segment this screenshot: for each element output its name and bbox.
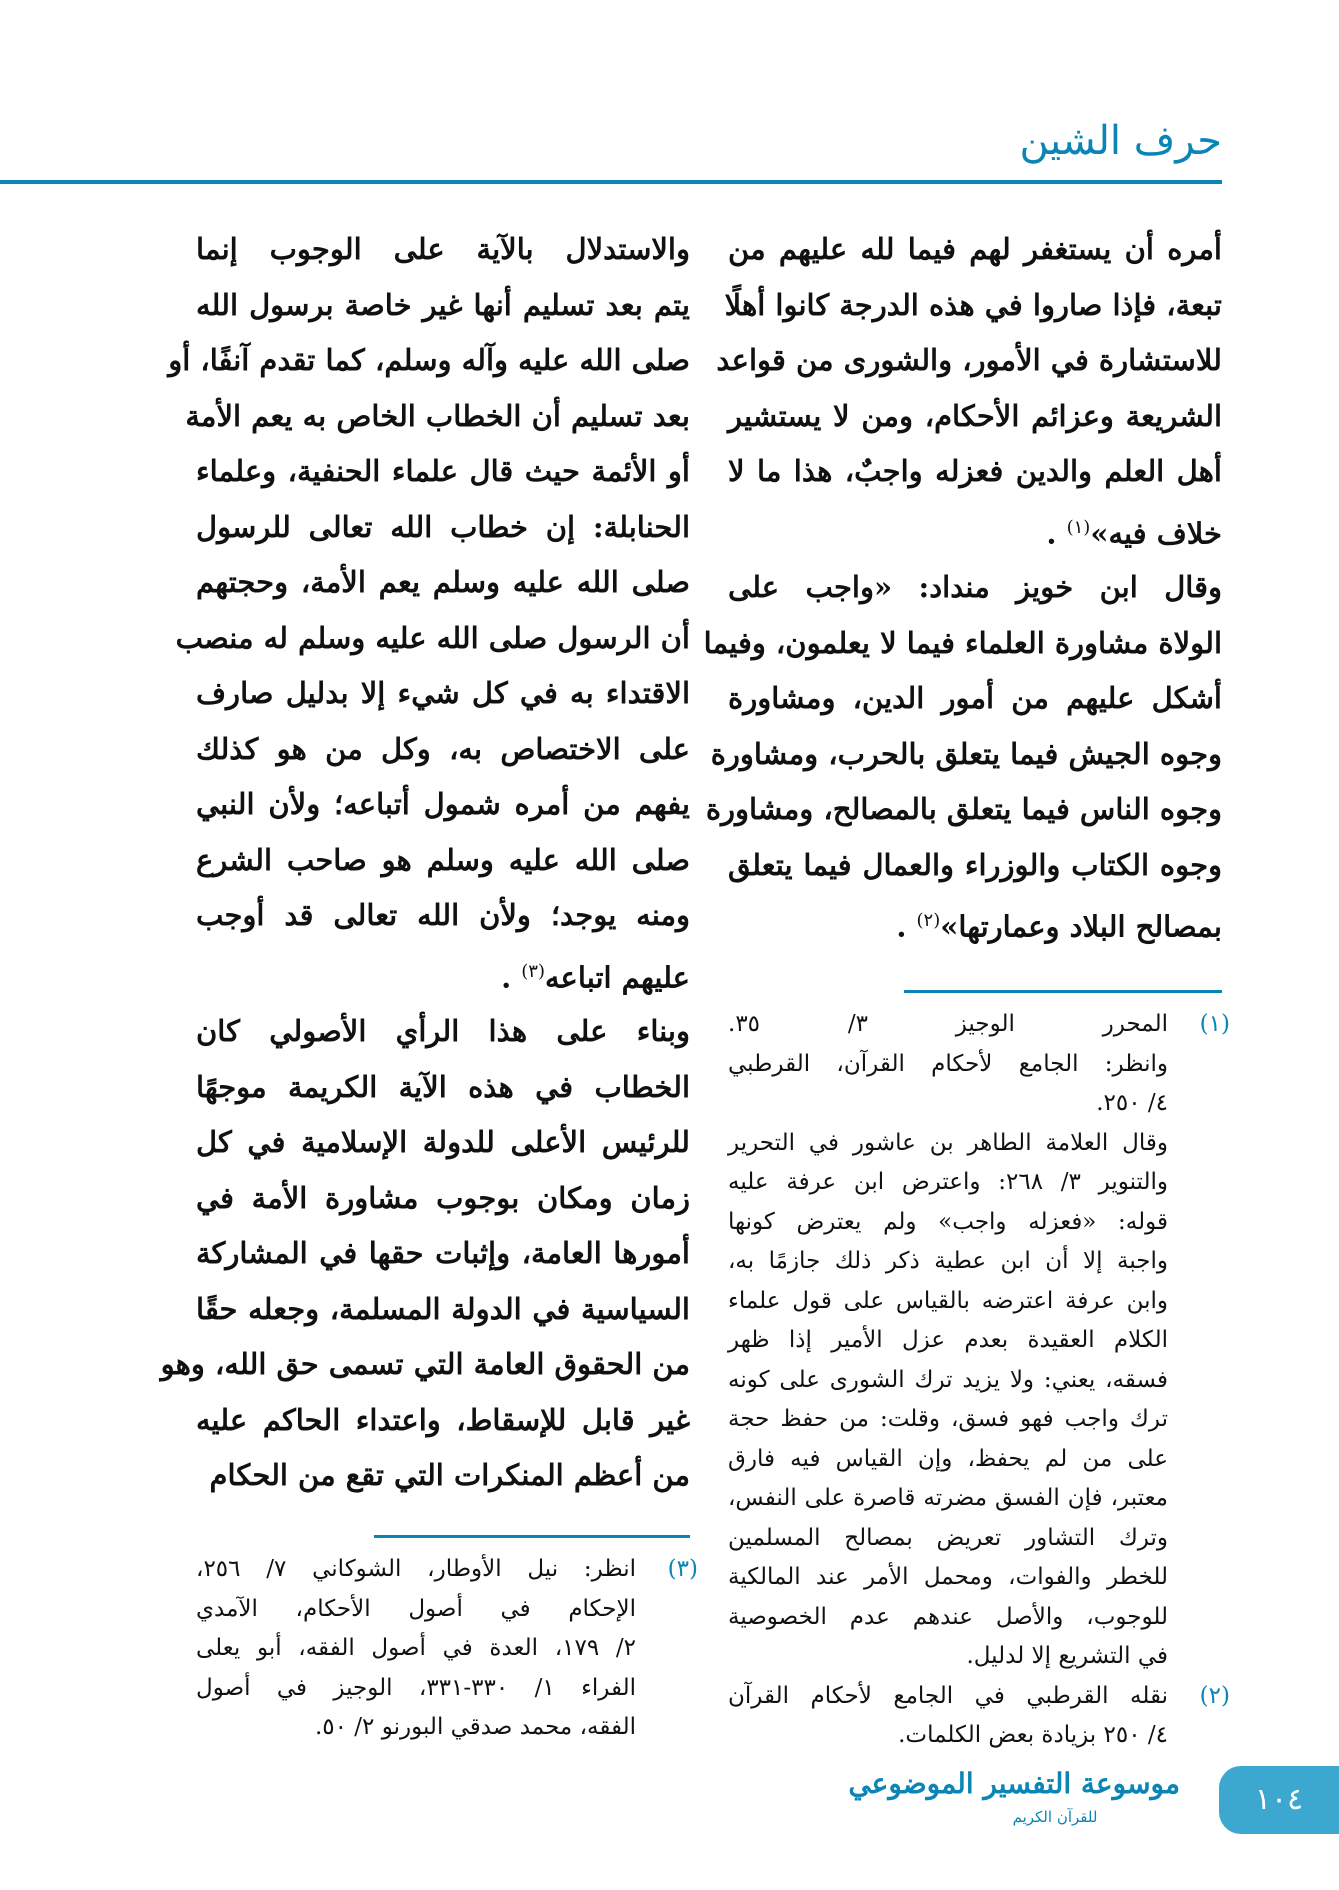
line-text: يفهم من أمره شمول أتباعه؛ ولأن النبي (196, 787, 690, 821)
footnote-line: وابن عرفة اعترضه بالقياس على قول علماء (728, 1287, 1168, 1314)
text-line (196, 444, 690, 500)
line-text: أمورها العامة، وإثبات حقها في المشاركة (196, 1236, 690, 1270)
text-line (716, 333, 1222, 389)
line-text: الاقتداء به في كل شيء إلا بدليل صارف (196, 676, 690, 710)
text-line (196, 666, 690, 722)
text-line (728, 838, 1222, 894)
line-text: يتم بعد تسليم أنها غير خاصة برسول الله (196, 287, 690, 322)
line-text: أهل العلم والدين فعزله واجبٌ، هذا ما لا (728, 454, 1222, 488)
line-text: بعد تسليم أن الخطاب الخاص به يعم الأمة (185, 398, 690, 433)
page-number: ١٠٤ (1219, 1766, 1339, 1834)
footnote-divider (904, 990, 1222, 993)
text-line (196, 1448, 690, 1504)
line-text: خلاف فيه» (1090, 516, 1222, 551)
text-line (196, 500, 690, 556)
encyclopedia-logo (848, 1762, 1180, 1842)
text-line: بمصالح البلاد وعمارتها»$^{(٢)}$ . (896, 909, 1222, 944)
line-text: أشكل عليهم من أمور الدين، ومشاورة (728, 681, 1222, 715)
footnote-line: انظر: نيل الأوطار، الشوكاني ٧/ ٢٥٦، (196, 1556, 636, 1582)
line-text: على الاختصاص به، وكل من هو كذلك (196, 731, 690, 766)
footnote-3 (196, 1550, 698, 1748)
text-line (196, 278, 690, 334)
text-line (196, 222, 690, 278)
footnote-line: قوله: «فعزله واجب» ولم يعترض كونها (728, 1208, 1168, 1235)
footnote-line: للوجوب، والأصل عندهم عدم الخصوصية (728, 1603, 1168, 1630)
text-line (728, 389, 1222, 445)
footnote-reference[interactable]: (٣) (521, 960, 545, 982)
line-text: عليهم اتباعه (545, 960, 690, 995)
footnote-line: ٤/ ٢٥٠ بزيادة بعض الكلمات. (898, 1722, 1168, 1748)
text-line (196, 1282, 690, 1338)
line-text: صلى الله عليه وسلم يعم الأمة، وحجتهم (196, 565, 690, 599)
footnote-line: الفقه، محمد صدقي البورنو ٢/ ٥٠. (314, 1714, 636, 1740)
footnote-line: المحرر الوجيز ٣/ ٣٥. (728, 1011, 1168, 1037)
footnote-line: ٢/ ١٧٩، العدة في أصول الفقه، أبو يعلى (196, 1635, 637, 1661)
footnote-line: للخطر والفوات، ومحمل الأمر عند المالكية (728, 1564, 1168, 1590)
footnote-number: (١) (1199, 1011, 1230, 1037)
footnote-2 (728, 1677, 1230, 1756)
line-text: وجوه الجيش فيما يتعلق بالحرب، ومشاورة (710, 736, 1222, 771)
text-line: خلاف فيه»$^{(١)}$ . (1046, 516, 1222, 551)
text-line (196, 888, 690, 944)
line-text: للرئيس الأعلى للدولة الإسلامية في كل (196, 1125, 690, 1159)
text-line (710, 727, 1222, 783)
footnote-1 (728, 1005, 1230, 1677)
text-line (168, 333, 690, 389)
logo-title: موسوعة التفسير الموضوعي (848, 1767, 1180, 1800)
footnote-line: وترك التشاور تعريض بمصالح المسلمين (728, 1524, 1168, 1551)
footnote-number: (٣) (667, 1556, 698, 1582)
line-text: صلى الله عليه وآله وسلم، كما تقدم آنفًا، أو (168, 343, 690, 377)
line-text: زمان ومكان بوجوب مشاورة الأمة في (196, 1180, 690, 1215)
line-text: الخطاب في هذه الآية الكريمة موجهًا (196, 1069, 690, 1104)
footnote-line: ترك واجب فهو فسق، وقلت: من حفظ حجة (728, 1406, 1168, 1432)
text-line (196, 1393, 690, 1449)
text-line (728, 222, 1222, 278)
footnote-line: فسقه، يعني: ولا يزيد ترك الشورى على كونه (728, 1366, 1168, 1393)
text-line (196, 1115, 690, 1171)
footnote-line: والتنوير ٣/ ٢٦٨: واعترض ابن عرفة عليه (728, 1169, 1168, 1195)
line-text: وبناء على هذا الرأي الأصولي كان (196, 1014, 690, 1048)
line-text: الشريعة وعزائم الأحكام، ومن لا يستشير (728, 398, 1222, 433)
footnote-divider-left (374, 1535, 690, 1538)
line-text: السياسية في الدولة المسلمة، وجعله حقًا (196, 1291, 690, 1326)
line-text: وجوه الكتاب والوزراء والعمال فيما يتعلق (728, 847, 1222, 882)
footnote-line: في التشريع إلا لدليل. (966, 1643, 1168, 1669)
footnote-number: (٢) (1199, 1682, 1230, 1709)
chapter-title: حرف الشين (1019, 118, 1222, 164)
line-text: والاستدلال بالآية على الوجوب إنما (196, 232, 690, 266)
text-line (175, 611, 690, 667)
line-text: صلى الله عليه وسلم هو صاحب الشرع (196, 842, 690, 877)
line-text: غير قابل للإسقاط، واعتداء الحاكم عليه (196, 1402, 690, 1437)
text-line (728, 671, 1222, 727)
footnote-line: واجبة إلا أن ابن عطية ذكر ذلك جازمًا به، (728, 1248, 1168, 1274)
footnote-line: وانظر: الجامع لأحكام القرآن، القرطبي (728, 1050, 1168, 1077)
text-line (196, 833, 690, 889)
footnote-line: معتبر، فإن الفسق مضرته قاصرة على النفس، (728, 1485, 1168, 1511)
footnotes-left (196, 1550, 698, 1748)
footnote-reference[interactable]: (١) (1066, 516, 1091, 538)
footnote-line: على من لم يحفظ، وإن القياس فيه فارق (728, 1445, 1168, 1472)
text-line (185, 389, 690, 445)
text-line (196, 1060, 690, 1116)
text-line (728, 560, 1222, 616)
header-divider (0, 180, 1222, 184)
text-line (703, 616, 1222, 672)
text-line (728, 444, 1222, 500)
line-text: أو الأئمة حيث قال علماء الحنفية، وعلماء (196, 454, 690, 488)
text-line (196, 1004, 690, 1060)
text-line (705, 782, 1222, 838)
line-text: ومنه يوجد؛ ولأن الله تعالى قد أوجب (196, 898, 690, 932)
footnote-line: الفراء ١/ ٣٣٠-٣٣١، الوجيز في أصول (196, 1674, 637, 1701)
line-text: أن الرسول صلى الله عليه وسلم له منصب (175, 620, 690, 655)
logo-subtitle: للقرآن الكريم (1012, 1808, 1098, 1826)
text-line (160, 1337, 690, 1393)
text-line: عليهم اتباعه$^{(٣)}$ . (501, 960, 690, 995)
footnote-line: ٤/ ٢٥٠. (1096, 1090, 1168, 1116)
line-text: وجوه الناس فيما يتعلق بالمصالح، ومشاورة (705, 792, 1222, 826)
footnotes-right (728, 1005, 1230, 1756)
footnote-line: نقله القرطبي في الجامع لأحكام القرآن (728, 1682, 1168, 1709)
line-text: الحنابلة: إن خطاب الله تعالى للرسول (196, 509, 690, 544)
text-line (196, 555, 690, 611)
right-column (703, 222, 1222, 949)
line-text: من الحقوق العامة التي تسمى حق الله، وهو (160, 1347, 690, 1381)
text-line (196, 722, 690, 778)
footnote-line: وقال العلامة الطاهر بن عاشور في التحرير (728, 1129, 1168, 1156)
line-text: بمصالح البلاد وعمارتها» (940, 909, 1222, 944)
text-line (196, 777, 690, 833)
footnote-reference[interactable]: (٢) (916, 910, 941, 931)
footnote-line: الكلام العقيدة بعدم عزل الأمير إذا ظهر (728, 1327, 1168, 1353)
line-text: وقال ابن خويز منداد: «واجب على (728, 570, 1222, 604)
text-line (724, 278, 1222, 334)
line-text: الولاة مشاورة العلماء فيما لا يعلمون، وفيما (703, 625, 1222, 660)
line-text: من أعظم المنكرات التي تقع من الحكام (209, 1458, 690, 1492)
footnote-line: الإحكام في أصول الأحكام، الآمدي (196, 1595, 636, 1622)
line-text: أمره أن يستغفر لهم فيما لله عليهم من (728, 232, 1222, 266)
text-line (196, 1171, 690, 1227)
line-text: للاستشارة في الأمور، والشورى من قواعد (716, 343, 1222, 377)
left-column (160, 222, 690, 1504)
text-line (196, 1226, 690, 1282)
line-text: تبعة، فإذا صاروا في هذه الدرجة كانوا أهلًا (724, 287, 1222, 322)
